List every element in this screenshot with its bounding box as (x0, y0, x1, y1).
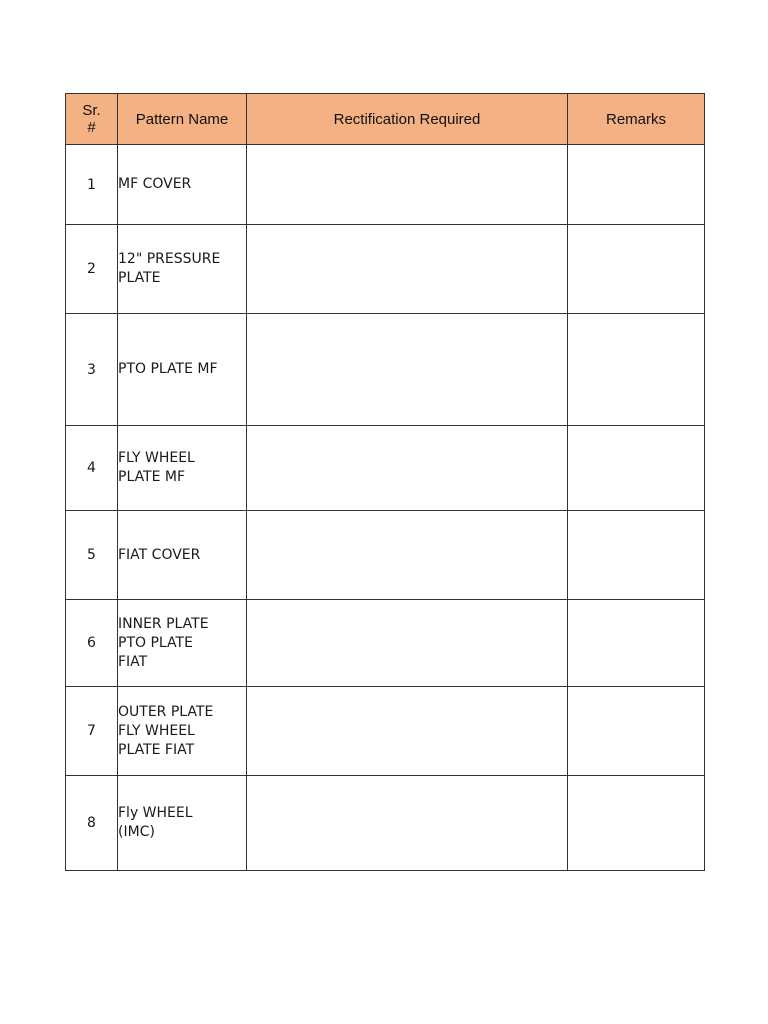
sr-number-cell: 8 (66, 776, 118, 871)
header-sr-line: # (87, 119, 96, 136)
remarks-cell (568, 314, 705, 426)
table-row (66, 511, 705, 600)
pattern-rectification-table (65, 93, 705, 871)
remarks-cell (568, 145, 705, 225)
rectification-cell (247, 776, 568, 871)
sr-number-cell: 4 (66, 426, 118, 511)
table-row (66, 687, 705, 776)
sr-number-cell: 6 (66, 600, 118, 687)
pattern-name-line: FLY WHEEL (118, 450, 195, 466)
sr-number-cell: 2 (66, 225, 118, 314)
pattern-name-line: PLATE MF (118, 469, 186, 485)
pattern-name-cell (118, 426, 247, 511)
pattern-name-line: OUTER PLATE (118, 703, 214, 720)
rectification-cell (247, 314, 568, 426)
header-sr-line: Sr. (82, 102, 101, 119)
table-row (66, 600, 705, 687)
rectification-cell (247, 687, 568, 776)
remarks-cell (568, 687, 705, 776)
pattern-name-line: INNER PLATE (118, 615, 209, 632)
pattern-name-line: (IMC) (118, 824, 155, 840)
remarks-cell (568, 225, 705, 314)
pattern-name-cell (118, 145, 247, 225)
sr-number-cell: 1 (66, 145, 118, 225)
header-rectification-required: Rectification Required (247, 94, 568, 145)
remarks-cell (568, 511, 705, 600)
pattern-name-line: PLATE FIAT (118, 741, 195, 758)
header-remarks: Remarks (568, 94, 705, 145)
pattern-name-cell (118, 225, 247, 314)
pattern-name-cell (118, 776, 247, 871)
pattern-name-cell (118, 314, 247, 426)
table-row (66, 776, 705, 871)
table-row (66, 225, 705, 314)
remarks-cell (568, 776, 705, 871)
pattern-name-line: 12" PRESSURE (118, 251, 221, 267)
sr-number-cell: 7 (66, 687, 118, 776)
sr-number-cell: 5 (66, 511, 118, 600)
rectification-cell (247, 511, 568, 600)
pattern-name-line: Fly WHEEL (118, 805, 193, 821)
pattern-name-line: FIAT COVER (118, 546, 201, 563)
sr-number-cell: 3 (66, 314, 118, 426)
pattern-name-line: PTO PLATE (118, 634, 193, 651)
pattern-name-cell (118, 687, 247, 776)
rectification-cell (247, 225, 568, 314)
pattern-name-line: PLATE (118, 270, 161, 286)
table-row (66, 426, 705, 511)
table-row (66, 145, 705, 225)
pattern-name-cell (118, 600, 247, 687)
header-pattern-name: Pattern Name (118, 94, 247, 145)
table-body (66, 145, 705, 871)
pattern-name-line: FLY WHEEL (118, 722, 195, 739)
remarks-cell (568, 600, 705, 687)
remarks-cell (568, 426, 705, 511)
header-row (66, 94, 705, 145)
rectification-cell (247, 426, 568, 511)
rectification-cell (247, 145, 568, 225)
pattern-name-line: MF COVER (118, 176, 192, 192)
pattern-name-line: FIAT (118, 653, 148, 670)
rectification-cell (247, 600, 568, 687)
header-sr (66, 94, 118, 145)
pattern-name-line: PTO PLATE MF (118, 361, 218, 377)
pattern-name-cell (118, 511, 247, 600)
table-row (66, 314, 705, 426)
